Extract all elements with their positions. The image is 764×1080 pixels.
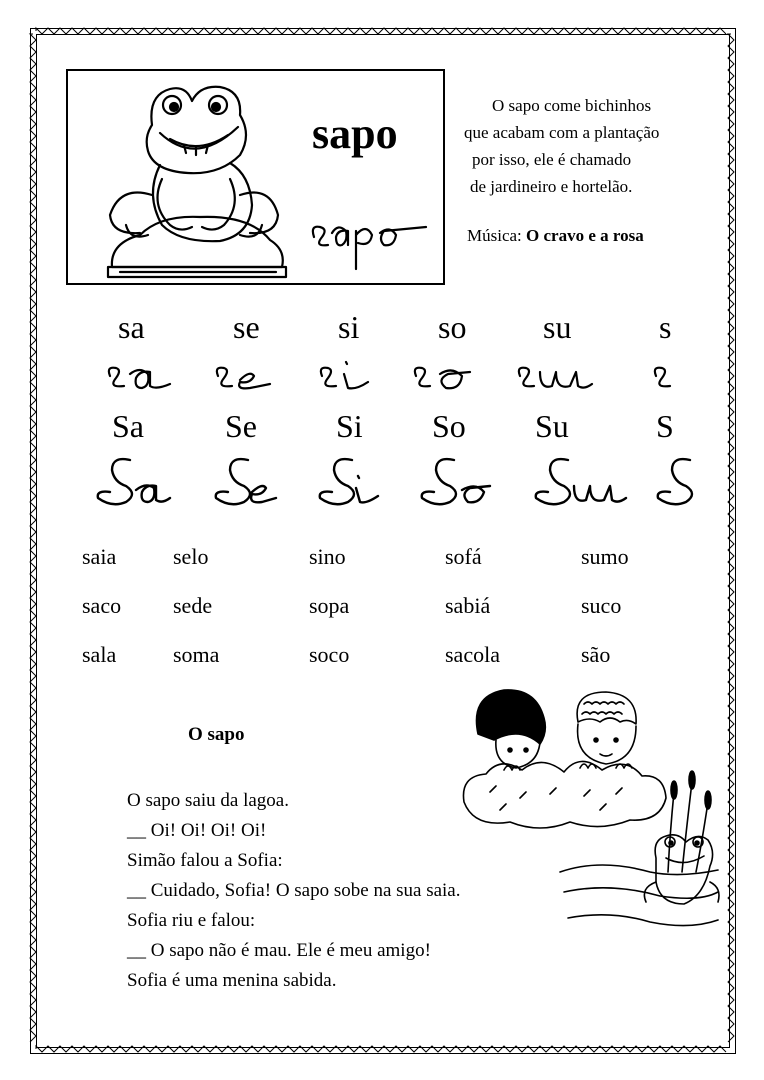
cursive-se bbox=[217, 368, 270, 389]
syllables-lower-cursive bbox=[100, 350, 700, 400]
word-column bbox=[82, 532, 121, 679]
word: saco bbox=[82, 593, 122, 618]
syllable-upper: Su bbox=[535, 408, 569, 444]
syllable-upper: So bbox=[432, 408, 466, 444]
word: sabiá bbox=[445, 593, 491, 618]
cursive-so bbox=[415, 368, 470, 389]
music-credit bbox=[467, 226, 644, 246]
word: sopa bbox=[309, 593, 350, 618]
cursive-si bbox=[321, 362, 368, 388]
word: saia bbox=[82, 544, 117, 569]
story-line: __ O sapo não é mau. Ele é meu amigo! bbox=[127, 940, 431, 961]
cursive-Si bbox=[320, 459, 378, 504]
story-text bbox=[127, 786, 461, 996]
word: sofá bbox=[445, 544, 482, 569]
syllable-lower: so bbox=[438, 309, 467, 345]
word: soma bbox=[173, 642, 220, 667]
word-column bbox=[173, 532, 219, 679]
story-line: Simão falou a Sofia: bbox=[127, 850, 283, 871]
syllable-upper: Se bbox=[225, 408, 257, 444]
word: suco bbox=[581, 593, 622, 618]
frog-icon bbox=[100, 75, 290, 281]
poem-line: O sapo come bichinhos bbox=[492, 96, 652, 115]
cursive-s bbox=[655, 368, 670, 387]
poem-line: de jardineiro e hortelão. bbox=[470, 177, 633, 196]
story-line: Sofia riu e falou: bbox=[127, 910, 256, 931]
word-column bbox=[445, 532, 500, 679]
header-word-print: sapo bbox=[312, 109, 398, 158]
word: sala bbox=[82, 642, 117, 667]
syllable-upper: S bbox=[656, 408, 674, 444]
syllable-lower: se bbox=[233, 309, 260, 345]
cursive-S bbox=[658, 459, 692, 504]
syllable-upper: Sa bbox=[112, 408, 144, 444]
music-title: O cravo e a rosa bbox=[526, 226, 644, 245]
syllable-lower: sa bbox=[118, 309, 145, 345]
zigzag-segment bbox=[728, 34, 734, 1042]
syllable-lower: su bbox=[543, 309, 572, 345]
cursive-su bbox=[519, 368, 592, 388]
story-line: O sapo saiu da lagoa. bbox=[127, 790, 289, 811]
syllable-lower: si bbox=[338, 309, 360, 345]
word-column bbox=[309, 532, 349, 679]
poem bbox=[460, 92, 710, 200]
cursive-sa bbox=[109, 368, 170, 388]
word: são bbox=[581, 642, 611, 667]
story-line: __ Oi! Oi! Oi! Oi! bbox=[127, 820, 267, 841]
cursive-Se bbox=[216, 459, 276, 504]
music-label: Música: bbox=[467, 226, 522, 245]
word: sede bbox=[173, 593, 213, 618]
poem-line: por isso, ele é chamado bbox=[472, 150, 632, 169]
header-word-cursive bbox=[308, 205, 434, 275]
word: sino bbox=[309, 544, 346, 569]
story-line: Sofia é uma menina sabida. bbox=[127, 970, 337, 991]
word: soco bbox=[309, 642, 350, 667]
syllable-upper: Si bbox=[336, 408, 363, 444]
zigzag-segment bbox=[36, 28, 726, 34]
zigzag-segment bbox=[30, 34, 36, 1042]
cursive-So bbox=[422, 459, 490, 504]
zigzag-segment bbox=[36, 1046, 726, 1052]
word: sumo bbox=[581, 544, 629, 569]
poem-line: que acabam com a plantação bbox=[464, 123, 660, 142]
cursive-Su bbox=[536, 459, 626, 504]
syllable-lower: s bbox=[659, 309, 672, 345]
cursive-Sa bbox=[98, 459, 170, 504]
syllables-upper-cursive bbox=[90, 452, 710, 512]
story-line: __ Cuidado, Sofia! O sapo sobe na sua saia. bbox=[127, 880, 461, 901]
word: sacola bbox=[445, 642, 500, 667]
word-column bbox=[581, 532, 629, 679]
story-title: O sapo bbox=[188, 724, 245, 745]
kids-frog-icon bbox=[460, 682, 722, 952]
word: selo bbox=[173, 544, 209, 569]
